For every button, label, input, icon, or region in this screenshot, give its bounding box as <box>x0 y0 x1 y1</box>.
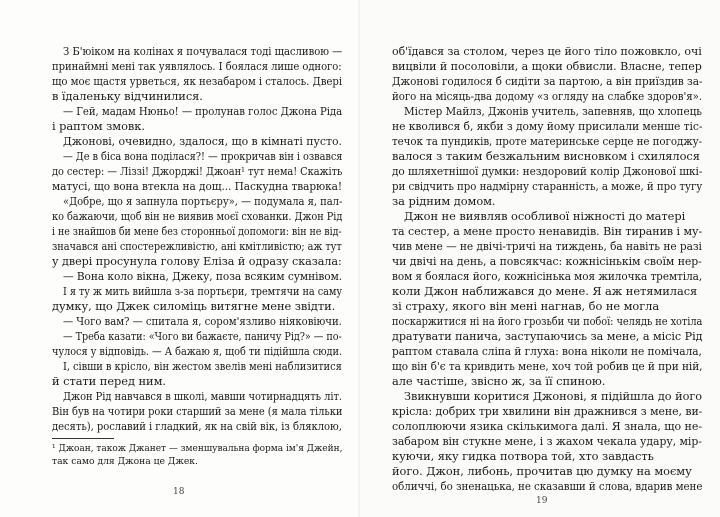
text-line: поскаржитися ні на його грозьби чи побої: челядь не хотіла <box>392 314 703 328</box>
text-line: чив мене — не двічі-тричі на тиждень, ба навіть не разі <box>392 239 702 253</box>
text-line: що він б'є та кривдить мене, хоч той робив це й при ній, <box>392 359 703 373</box>
text-line: думку, що Джек силоміць витягне мене звідти. <box>52 299 336 313</box>
text-line: вицвіли й посоловіли, а щоки обвисли. Власне, тепер <box>392 59 702 73</box>
text-line: чулося у відповідь. — А бажаю я, щоб ти підійшла сюди. <box>52 344 343 358</box>
footnote-line: ¹ Джоан, також Джанет — зменшувальна форма ім'я Джейн, <box>52 443 343 454</box>
text-line: І, сівши в крісло, він жестом звелів мені наблизитися <box>63 359 342 373</box>
text-line: в їдаленьку відчинилися. <box>52 89 203 103</box>
text-line: ко бажаючи, щоб він не виявив моєї схованки. Джон Рід <box>52 209 343 223</box>
text-line: але частіше, звісно ж, за її спиною. <box>392 374 606 388</box>
text-line: валося з таким безжальним висновком і схилялося <box>392 149 700 163</box>
text-line: Джон Рід навчався в школі, мавши чотирнадцять літ. <box>63 389 342 403</box>
text-line: зі страху, якого він мені нагнав, бо не могла <box>392 299 660 313</box>
text-line: і раптом змовк. <box>52 119 145 133</box>
text-line: об'їдався за столом, через це його тіло пожовкло, очі <box>392 44 702 58</box>
text-line: і не знайшов би мене без сторонньої допомоги: він не від- <box>52 224 342 238</box>
text-line: — Чого вам? — спитала я, сором'язливо ніяковіючи. <box>63 314 342 328</box>
text-line: що моє щастя урветься, як незабаром і сталось. Двері <box>52 74 343 88</box>
text-line: І я ту ж мить вийшла з-за портьєри, тремтячи на саму <box>63 284 343 298</box>
text-line: й стати перед ним. <box>52 374 166 388</box>
text-line: крісла: добрих три хвилини він дражнився з мене, ви- <box>392 404 703 418</box>
text-line: «Добре, що я запнула портьєру», — подумала я, пал- <box>63 194 343 208</box>
text-line: не кволився б, якби з дому йому присилали менше тіс- <box>392 119 703 133</box>
text-line: у двері просунула голову Еліза й одразу сказала: <box>52 254 342 268</box>
text-line: Джон не виявляв особливої ніжності до матері <box>404 209 686 223</box>
text-line: Джонові годилося б сидіти за партою, а він приїздив за- <box>392 74 703 88</box>
text-line: Звикнувши коритися Джонові, я підійшла до його <box>404 389 703 403</box>
text-line: за рідним домом. <box>392 194 496 208</box>
text-line: матусі, що вона втекла на дощ... Паскудна тварюка! <box>52 179 343 193</box>
page-number: 18 <box>173 487 185 497</box>
text-line: — Треба казати: «Чого ви бажаєте, паничу Рід?» — по- <box>63 329 342 343</box>
text-line: Він був на чотири роки старший за мене (я мала тільки <box>52 404 343 418</box>
text-line: Містер Майлз, Джонів учитель, запевняв, що хлопець <box>404 104 702 118</box>
text-line: дратувати панича, заступаючись за мене, а місіс Рід <box>392 329 703 343</box>
text-line: значався ані спостережливістю, ані кмітливістю; аж тут <box>52 239 342 253</box>
text-line: — Гей, мадам Нюньо! — пролунав голос Джона Ріда <box>63 104 343 118</box>
text-line: його. Джон, либонь, прочитав цю думку на моєму <box>392 464 692 478</box>
footnote-line: так само для Джона це Джек. <box>52 456 198 467</box>
text-line: З Б'юіком на колінах я почувалася тоді щасливою — <box>63 44 343 58</box>
text-line: та сестер, а мене просто ненавидів. Він тиранив і му- <box>392 224 703 238</box>
right-page <box>360 0 720 517</box>
text-line: чи двічі на день, а повсякчас: кожнісінькім своїм нер- <box>392 254 702 268</box>
text-line: течок та пундиків, проте материнське серце не погоджу- <box>392 134 703 148</box>
text-line: забаром він стукне мене, і з жахом чекала удару, мір- <box>392 434 702 448</box>
text-line: вом я боялася його, кожнісінька моя жилочка тремтіла, <box>392 269 703 283</box>
text-line: — Вона коло вікна, Джеку, поза всяким сумнівом. <box>63 269 343 283</box>
text-line: — Де в біса вона поділася?! — прокричав він і озвався <box>63 149 343 163</box>
text-line: принаймні мені так уявлялось. І боялася лише одного: <box>52 59 342 73</box>
text-line: куючи, яку гидка потвора той, хто завдасть <box>392 449 654 463</box>
text-line: солоплюючи язика скількимога далі. Я знала, що не- <box>392 419 703 433</box>
text-line: його на місяць-два додому «з огляду на слабке здоров'я». <box>392 89 703 103</box>
text-line: до сестер: — Ліззі! Джорджі! Джоан¹ тут нема! Скажіть <box>52 164 343 178</box>
text-line: до шляхетнішої думки: нездоровий колір Джонової шкі- <box>392 164 703 178</box>
text-line: десять), рославий і гладкий, як на свій вік, із бляклою, <box>52 419 342 433</box>
text-line: ри свідчить про надмірну старанність, а може, й про тугу <box>392 179 703 193</box>
text-line: коли Джон наближався до мене. Я аж нетямилася <box>392 284 698 298</box>
page-number: 19 <box>536 496 548 506</box>
text-line: Джонові, очевидно, здалося, що в кімнаті пусто. <box>63 134 342 148</box>
footnote-divider <box>52 438 114 439</box>
text-line: обличчі, бо зненацька, не сказавши й слова, вдарив мене <box>392 479 703 493</box>
text-line: раптом ставала сліпа й глуха: вона ніколи не помічала, <box>392 344 702 358</box>
